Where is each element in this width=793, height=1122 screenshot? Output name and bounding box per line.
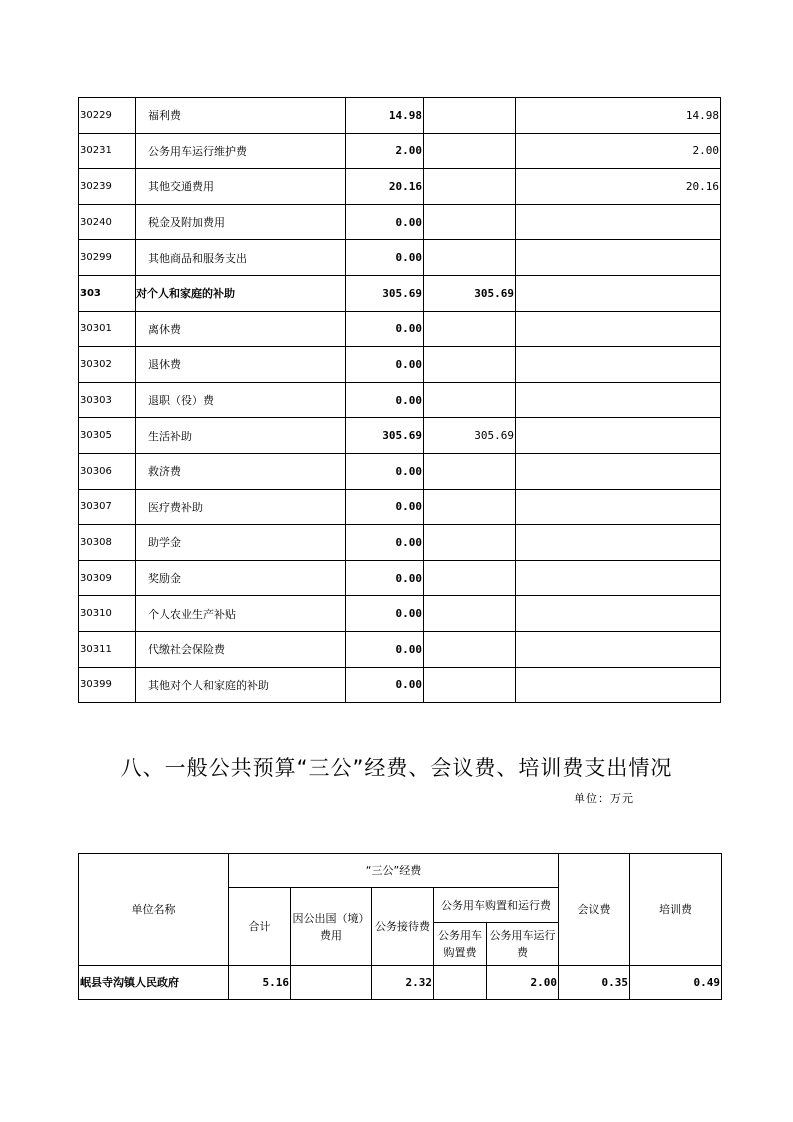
row-col5: 2.00 — [516, 133, 721, 169]
row-code: 30240 — [79, 204, 136, 240]
row-col4 — [424, 596, 516, 632]
row-code: 30306 — [79, 453, 136, 489]
row-code: 30307 — [79, 489, 136, 525]
row-name: 其他商品和服务支出 — [136, 240, 346, 276]
row-name: 税金及附加费用 — [136, 204, 346, 240]
table-row — [79, 311, 721, 347]
row-total: 2.00 — [346, 133, 424, 169]
row-total: 20.16 — [346, 169, 424, 205]
row-code: 30399 — [79, 667, 136, 703]
row-code: 30231 — [79, 133, 136, 169]
row-col4 — [424, 667, 516, 703]
table-row — [79, 453, 721, 489]
header-abroad: 因公出国（境）费用 — [291, 888, 372, 966]
row-col4 — [424, 133, 516, 169]
row-col5 — [516, 453, 721, 489]
row-name: 生活补助 — [136, 418, 346, 454]
header-vehicle: 公务用车购置和运行费 — [434, 888, 559, 923]
row-name: 个人农业生产补贴 — [136, 596, 346, 632]
row-name: 离休费 — [136, 311, 346, 347]
row-code: 30301 — [79, 311, 136, 347]
row-code: 30305 — [79, 418, 136, 454]
row-reception: 2.32 — [372, 966, 434, 1000]
row-vehicle-purchase — [434, 966, 487, 1000]
table-row — [79, 240, 721, 276]
table-row — [79, 169, 721, 205]
row-name: 退休费 — [136, 347, 346, 383]
table-row — [79, 596, 721, 632]
row-col4 — [424, 631, 516, 667]
row-col4 — [424, 382, 516, 418]
row-col5 — [516, 347, 721, 383]
row-total: 0.00 — [346, 347, 424, 383]
row-col4 — [424, 98, 516, 134]
row-col4 — [424, 489, 516, 525]
table-row — [79, 347, 721, 383]
row-col5 — [516, 560, 721, 596]
header-vehicle-purchase: 公务用车购置费 — [434, 923, 487, 966]
row-code: 30302 — [79, 347, 136, 383]
row-unit-name: 岷县寺沟镇人民政府 — [79, 966, 229, 1000]
row-total: 0.00 — [346, 382, 424, 418]
row-total: 0.00 — [346, 204, 424, 240]
expenditure-table-body — [79, 98, 721, 703]
table-row — [79, 204, 721, 240]
row-vehicle-operation: 2.00 — [487, 966, 559, 1000]
row-code: 30229 — [79, 98, 136, 134]
row-total: 0.00 — [346, 311, 424, 347]
row-code: 303 — [79, 275, 136, 311]
row-total: 0.00 — [346, 489, 424, 525]
row-col4 — [424, 525, 516, 561]
row-col4: 305.69 — [424, 418, 516, 454]
row-total: 0.00 — [346, 525, 424, 561]
row-total: 305.69 — [346, 275, 424, 311]
row-code: 30299 — [79, 240, 136, 276]
row-name: 奖励金 — [136, 560, 346, 596]
row-code: 30311 — [79, 631, 136, 667]
row-name: 公务用车运行维护费 — [136, 133, 346, 169]
row-col4 — [424, 347, 516, 383]
row-total: 0.00 — [346, 631, 424, 667]
row-training: 0.49 — [630, 966, 722, 1000]
header-training: 培训费 — [630, 854, 722, 966]
row-col4 — [424, 240, 516, 276]
header-sangong: “三公”经费 — [229, 854, 559, 888]
row-total: 0.00 — [346, 596, 424, 632]
row-name: 退职（役）费 — [136, 382, 346, 418]
row-col5 — [516, 204, 721, 240]
table-row — [79, 966, 722, 1000]
row-col4 — [424, 560, 516, 596]
table-row — [79, 631, 721, 667]
table-row — [79, 133, 721, 169]
row-col4 — [424, 204, 516, 240]
row-name: 救济费 — [136, 453, 346, 489]
row-name: 福利费 — [136, 98, 346, 134]
row-col5 — [516, 275, 721, 311]
row-col5 — [516, 525, 721, 561]
row-total: 5.16 — [229, 966, 291, 1000]
unit-label: 单位：万元 — [574, 792, 634, 805]
section-title: 八、一般公共预算“三公”经费、会议费、培训费支出情况 — [120, 756, 673, 780]
header-vehicle-operation: 公务用车运行费 — [487, 923, 559, 966]
table-row — [79, 560, 721, 596]
row-total: 14.98 — [346, 98, 424, 134]
row-col4 — [424, 311, 516, 347]
table-row — [79, 667, 721, 703]
row-total: 0.00 — [346, 560, 424, 596]
row-name: 医疗费补助 — [136, 489, 346, 525]
sangong-table — [78, 853, 722, 1000]
row-col5 — [516, 667, 721, 703]
row-col5 — [516, 311, 721, 347]
row-total: 305.69 — [346, 418, 424, 454]
row-col5: 20.16 — [516, 169, 721, 205]
row-total: 0.00 — [346, 453, 424, 489]
row-col5: 14.98 — [516, 98, 721, 134]
expenditure-table — [78, 97, 721, 703]
row-col4: 305.69 — [424, 275, 516, 311]
table-row — [79, 382, 721, 418]
header-reception: 公务接待费 — [372, 888, 434, 966]
row-col5 — [516, 418, 721, 454]
table-row — [79, 489, 721, 525]
row-code: 30309 — [79, 560, 136, 596]
table-row — [79, 418, 721, 454]
row-total: 0.00 — [346, 240, 424, 276]
row-code: 30308 — [79, 525, 136, 561]
row-col5 — [516, 631, 721, 667]
header-total: 合计 — [229, 888, 291, 966]
table-row — [79, 275, 721, 311]
row-abroad — [291, 966, 372, 1000]
row-name: 助学金 — [136, 525, 346, 561]
header-unit-name: 单位名称 — [79, 854, 229, 966]
table-row — [79, 525, 721, 561]
header-meeting: 会议费 — [559, 854, 630, 966]
row-code: 30303 — [79, 382, 136, 418]
row-col5 — [516, 382, 721, 418]
row-code: 30239 — [79, 169, 136, 205]
row-col4 — [424, 169, 516, 205]
row-code: 30310 — [79, 596, 136, 632]
row-col4 — [424, 453, 516, 489]
row-meeting: 0.35 — [559, 966, 630, 1000]
row-name: 对个人和家庭的补助 — [136, 275, 346, 311]
row-name: 其他对个人和家庭的补助 — [136, 667, 346, 703]
row-name: 代缴社会保险费 — [136, 631, 346, 667]
row-name: 其他交通费用 — [136, 169, 346, 205]
table-row — [79, 98, 721, 134]
row-total: 0.00 — [346, 667, 424, 703]
row-col5 — [516, 489, 721, 525]
row-col5 — [516, 596, 721, 632]
row-col5 — [516, 240, 721, 276]
